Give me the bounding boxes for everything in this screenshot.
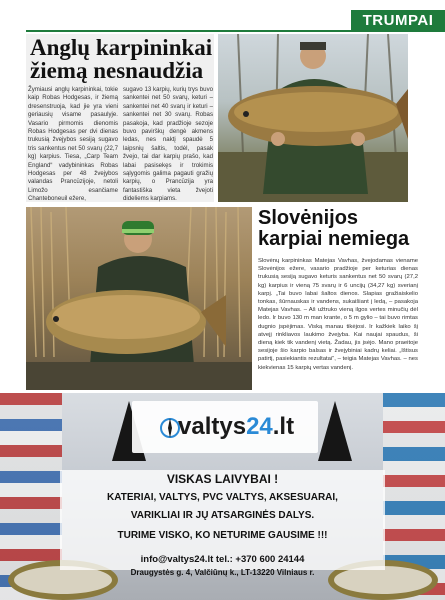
article1-title: [30, 36, 216, 82]
ad-logo: [178, 413, 294, 441]
article1-title-line2: žiemą nesnaudžia: [30, 58, 204, 83]
ad-tagline: TURIME VISKO, KO NETURIME GAUSIME !!!: [117, 530, 328, 541]
angler-in-reeds-with-carp-photo: [26, 207, 252, 390]
ad-headline: VISKAS LAIVYBAI !: [166, 472, 279, 486]
article1-side-margin: [408, 34, 445, 202]
section-divider: [26, 30, 445, 32]
article2-title: [258, 208, 428, 250]
compass-logo-icon: [160, 415, 180, 441]
article2-photo: [26, 207, 252, 390]
article1-text-col1: Žymiausi anglų karpininkai, tokie kaip Robas Hodgesas, ir žiemą dresenstruoja, kad jie yra vieni geriausių visame pasaulyje. Vasario pirmomis dienomis Robas Hodgesas per dvi dienas trukusią žvejybos sesiją sugavo tris sankentus net 50 svarų (22,7 kg) karpius. Tiesa, „Carp Team England“ vadybininkas Robas Hodgesas per 48 žvejybos valandas Prancūzijoje, netoli Limožo esančiame Chanteboneuil ežere,: [28, 86, 118, 203]
ad-logo-tld: .lt: [272, 413, 295, 440]
article2-text: Slovėnų karpininkas Matejas Vavhas, žvejodamas viename Slovėnijos ežere, vasario pradžioje per keturias dienas trukusią sesiją sugavo keturis sankentus net 50 svarų (27,2 kg) karpius ir vieną 75 svarų ir 6 uncijų (34,27 kg) sverianį karpį. „Tai buvo labai šaltos dienos. Slapias gražiaiskelio tonkas, šūrnauskas ir vandens, sukaišiant į ledą, – pasakoja Matejas Vavhas. – Aš užtruko vieną ilgos vertes minučių dėl ledo. Ir buvo 130 m man krante, o 5 m gylio – tai buvo rimtas dugnio įspėjimas. Viską manau tikėjosi. Ir kažkiek laiko šį atvejį rinkliavos laukimo žvejyba. Kai naujai spaudus, ši dieną kiek tik vandenį vietą. Žadau, jis įsėjo. Mano praeitoje sesijoje šio karpio balsas ir žvejybiniai kadrų keliai. „Ištisus patirtį, pasiekiantis rezultatai“, – teigia Matejas Vavhas. – nes kiekvienas 15 karpių vertas vandenį.: [258, 258, 418, 371]
ad-contact: info@valtys24.lt tel.: +370 600 24144: [140, 554, 305, 565]
article1-photo: [218, 34, 408, 202]
ad-products-line: KATERIAI, VALTYS, PVC VALTYS, AKSESUARAI,: [107, 492, 338, 503]
ad-logo-number: 24: [246, 413, 273, 440]
article1-text-col2: sugavo 13 karpių, kurių trys buvo sankentei net 50 svarų, keturi – sankentei net 40 svarų ir keturi – sankentei net 30 svarų. Robas pasakoja, kad pradžioje sezoje buvo pavirškų dengė akmens ledas, nes naktį spaudė 5 laipsnių šaltis, todėl, pasak žvejo, tai dar karpių prašo, kad labai pasisekęs ir trokimis sąlygomis galima pagauti gražių karpių, o Prancūzija yra fantastiška vieta žvejoti dideliems karpiams.: [123, 86, 213, 203]
ad-text-block: [60, 470, 385, 600]
flag-right-icon: [318, 401, 352, 461]
section-tag: TRUMPAI: [351, 10, 445, 32]
article2-title-line2: karpiai nemiega: [258, 228, 410, 250]
ad-engines-line: VARIKLIAI IR JŲ ATSARGINĖS DALYS.: [130, 510, 315, 521]
article1-title-line1: Anglų karpininkai: [30, 35, 213, 60]
ad-address: Draugystės g. 4, Valčiūnų k., LT-13220 Vilniaus r.: [130, 568, 315, 577]
ad-logo-text: valtys: [178, 413, 247, 440]
page-top-margin: [0, 0, 445, 8]
angler-with-carp-photo: [218, 34, 408, 202]
article2-title-line1: Slovėnijos: [258, 207, 359, 229]
